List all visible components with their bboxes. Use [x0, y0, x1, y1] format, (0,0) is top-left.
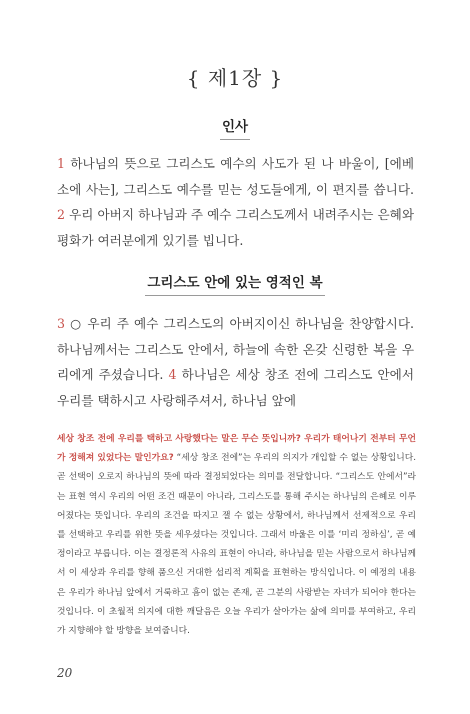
verse-text: ○ 우리 주 예수 그리스도의 아버지이신 하나님을 찬양합시다. 하나님께서는 그리스도 안에서, 하늘에 속한 온갖 신령한 복을 우리에게 주셨습니다.: [57, 316, 414, 382]
verse-number: 3: [57, 316, 66, 331]
verse-text: 하나님은 세상 창조 전에 그리스도 안에서 우리를 택하시고 사랑해주셔서, 하나님 앞에: [57, 367, 414, 408]
verse-block-blessing: [57, 311, 414, 413]
verse-number: 1: [57, 156, 66, 171]
section-heading-text: 그리스도 안에 있는 영적인 복: [145, 271, 324, 291]
verse-text: 하나님의 뜻으로 그리스도 예수의 사도가 된 나 바울이, [에베소에 사는], 그리스도 예수를 믿는 성도들에게, 이 편지를 씁니다.: [57, 156, 414, 197]
page-number: 20: [57, 666, 73, 680]
verse-block-greeting: [57, 151, 414, 253]
section-heading-spiritual-blessing: [0, 271, 470, 291]
commentary-box: [57, 430, 416, 641]
section-heading-text: 인사: [220, 115, 250, 135]
section-heading-greeting: [0, 115, 470, 135]
verse-number: 2: [57, 207, 66, 222]
verse-text: 우리 아버지 하나님과 주 예수 그리스도께서 내려주시는 은혜와 평화가 여러분에게 있기를 빕니다.: [57, 207, 414, 248]
commentary-body: “세상 창조 전에”는 우리의 의지가 개입할 수 없는 상황입니다. 곧 선택이 오로지 하나님의 뜻에 따라 결정되었다는 의미를 전달합니다. “그리스도 안에서”라는 표현 역시 우리의 어떤 조건 때문이 아니라, 그리스도를 통해 주시는 하나님의 은혜로 이루어졌다는 뜻입니다. 우리의 조건을 따지고 잴 수 없는 상황에서, 하나님께서 선제적으로 우리를 선택하고 우리를 위한 뜻을 세우셨다는 것입니다. 그래서 바울은 이를 ‘미리 정하심’, 곧 예정이라고 부릅니다. 이는 결정론적 사유의 표현이 아니라, 하나님을 믿는 사람으로서 하나님께서 이 세상과 우리를 향해 품으신 거대한 섭리적 계획을 표현하는 방식입니다. 이 예정의 내용은 우리가 하나님 앞에서 거룩하고 흠이 없는 존재, 곧 그분의 사랑받는 자녀가 되어야 한다는 것입니다. 이 초월적 의지에 대한 깨달음은 오늘 우리가 살아가는 삶에 의미를 부여하고, 우리가 지향해야 할 방향을 보여줍니다.: [57, 453, 417, 637]
chapter-heading: { 제1장 }: [186, 66, 284, 90]
verse-number: 4: [168, 367, 177, 382]
commentary-question: 세상 창조 전에 우리를 택하고 사랑했다는 말은 무슨 뜻입니까? 우리가 태어나기 전부터 무언가 정해져 있었다는 말인가요?: [57, 434, 416, 464]
